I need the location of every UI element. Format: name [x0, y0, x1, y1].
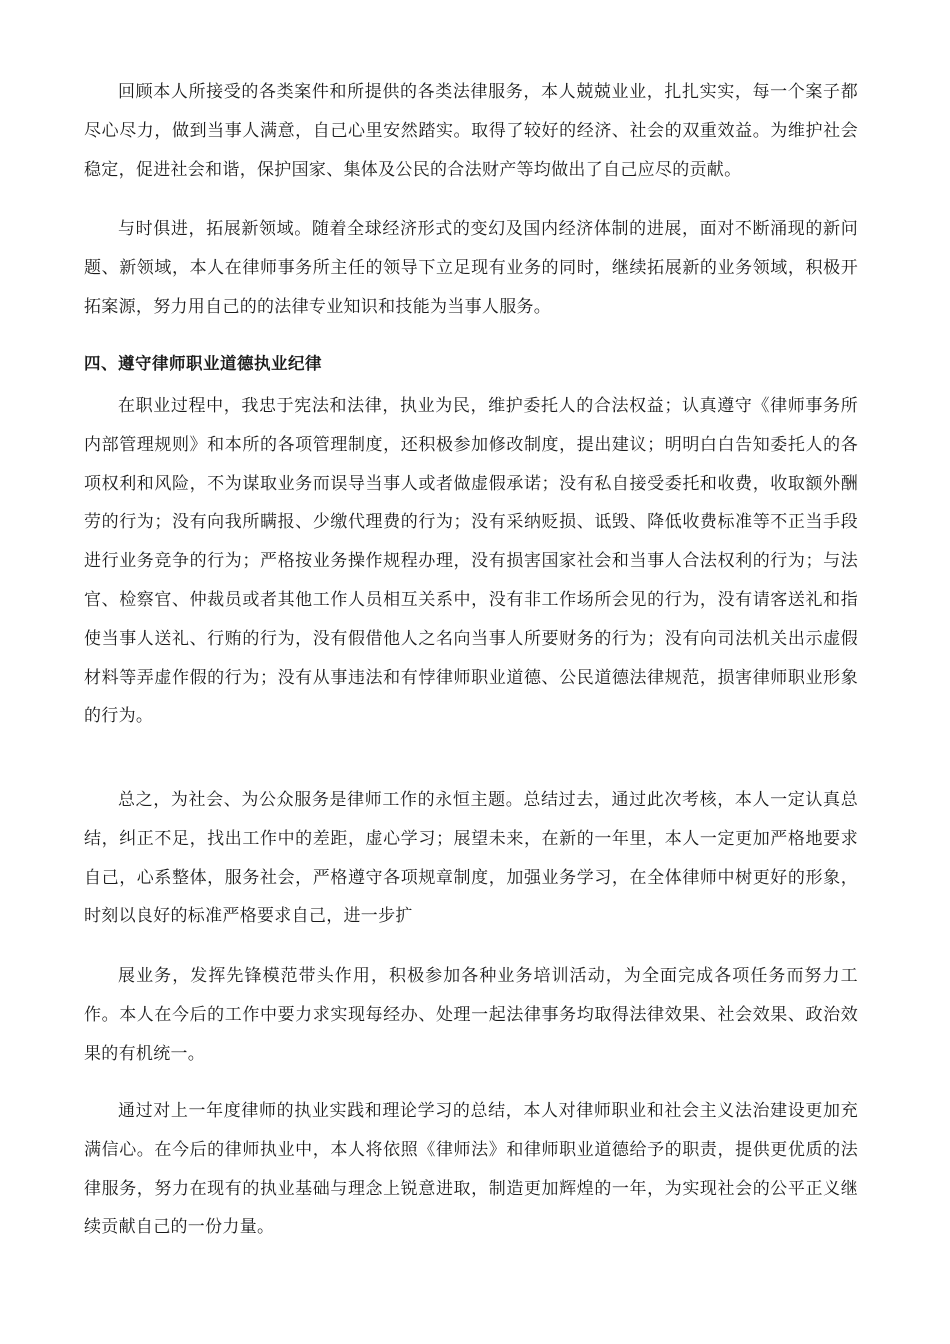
paragraph-text: 通过对上一年度律师的执业实践和理论学习的总结，本人对律师职业和社会主义法治建设更加充满信心。在今后的律师执业中，本人将依照《律师法》和律师职业道德给予的职责，提供更优质的法律服务，努力在现有的执业基础与理念上锐意进取，制造更加辉煌的一年，为实现社会的公平正义继续贡献自己的一份力量。 — [84, 1101, 858, 1238]
paragraph-text: 展业务，发挥先锋模范带头作用，积极参加各种业务培训活动，为全面完成各项任务而努力工作。本人在今后的工作中要力求实现每经办、处理一起法律事务均取得法律效果、社会效果、政治效果的有机统一。 — [84, 966, 858, 1064]
section-heading-ethics — [84, 349, 858, 379]
section-heading: 四、遵守律师职业道德执业纪律 — [84, 354, 322, 373]
paragraph-text: 回顾本人所接受的各类案件和所提供的各类法律服务，本人兢兢业业，扎扎实实，每一个案子都尽心尽力，做到当事人满意，自己心里安然踏实。取得了较好的经济、社会的双重效益。为维护社会稳定，促进社会和谐，保护国家、集体及公民的合法财产等均做出了自己应尽的贡献。 — [84, 82, 858, 180]
paragraph-text: 总之，为社会、为公众服务是律师工作的永恒主题。总结过去，通过此次考核，本人一定认真总结，纠正不足，找出工作中的差距，虚心学习；展望未来，在新的一年里，本人一定更加严格地要求自己，心系整体，服务社会，严格遵守各项规章制度，加强业务学习，在全体律师中树更好的形象，时刻以良好的标准严格要求自己，进一步扩 — [84, 790, 858, 927]
paragraph-text: 与时俱进，拓展新领域。随着全球经济形式的变幻及国内经济体制的进展，面对不断涌现的新问题、新领域，本人在律师事务所主任的领导下立足现有业务的同时，继续拓展新的业务领域，积极开拓案源，努力用自己的的法律专业知识和技能为当事人服务。 — [84, 219, 858, 317]
paragraph-continuation — [84, 957, 858, 1073]
paragraph-case-review — [84, 73, 858, 189]
paragraph-text: 在职业过程中，我忠于宪法和法律，执业为民，维护委托人的合法权益；认真遵守《律师事务所内部管理规则》和本所的各项管理制度，还积极参加修改制度，提出建议；明明白白告知委托人的各项权利和风险，不为谋取业务而误导当事人或者做虚假承诺；没有私自接受委托和收费，收取额外酬劳的行为；没有向我所瞒报、少缴代理费的行为；没有采纳贬损、诋毁、降低收费标准等不正当手段进行业务竞争的行为；严格按业务操作规程办理，没有损害国家社会和当事人合法权利的行为；与法官、检察官、仲裁员或者其他工作人员相互关系中，没有非工作场所会见的行为，没有请客送礼和指使当事人送礼、行贿的行为，没有假借他人之名向当事人所要财务的行为；没有向司法机关出示虚假材料等弄虚作假的行为；没有从事违法和有悖律师职业道德、公民道德法律规范，损害律师职业形象的行为。 — [84, 396, 858, 727]
paragraph-conclusion — [84, 1092, 858, 1247]
paragraph-expand-fields — [84, 210, 858, 326]
paragraph-professional-conduct — [84, 387, 858, 736]
paragraph-summary — [84, 781, 858, 936]
